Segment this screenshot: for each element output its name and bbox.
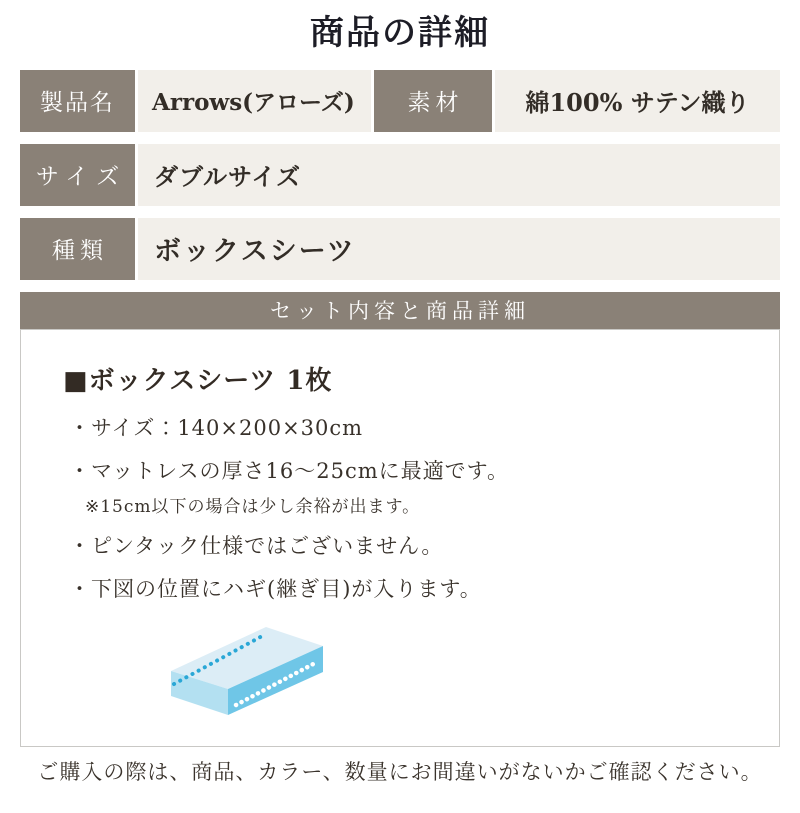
detail-item-size: ・サイズ：140×200×30cm xyxy=(69,415,364,440)
material-value: 綿100% サテン織り xyxy=(495,70,780,132)
type-value: ボックスシーツ xyxy=(138,218,780,280)
product-name-value: Arrows(アローズ) xyxy=(138,70,371,132)
purchase-confirmation-note: ご購入の際は、商品、カラー、数量にお間違いがないかご確認ください。 xyxy=(37,759,763,784)
size-label: サイズ xyxy=(20,144,135,206)
size-value: ダブルサイズ xyxy=(138,144,780,206)
box-sheet-heading: ■ボックスシーツ 1枚 xyxy=(63,365,333,396)
material-label: 素材 xyxy=(374,70,492,132)
spec-row-product-material xyxy=(20,70,780,132)
detail-item-no-pintuck: ・ピンタック仕様ではございません。 xyxy=(69,533,444,558)
spec-row-size xyxy=(20,144,780,206)
product-detail-page xyxy=(0,13,800,786)
detail-note-under-15cm: ※15cm以下の場合は少し余裕が出ます。 xyxy=(85,496,421,517)
spec-row-type xyxy=(20,218,780,280)
detail-item-mattress-thickness: ・マットレスの厚さ16〜25cmに最適です。 xyxy=(69,458,509,483)
type-label: 種類 xyxy=(20,218,135,280)
product-name-label: 製品名 xyxy=(20,70,135,132)
detail-item-seam-position: ・下図の位置にハギ(継ぎ目)が入ります。 xyxy=(69,576,482,601)
page-title: 商品の詳細 xyxy=(310,13,490,53)
mattress-seam-illustration xyxy=(139,616,409,738)
set-contents-header: セット内容と商品詳細 xyxy=(20,292,780,329)
detail-box xyxy=(20,329,780,747)
